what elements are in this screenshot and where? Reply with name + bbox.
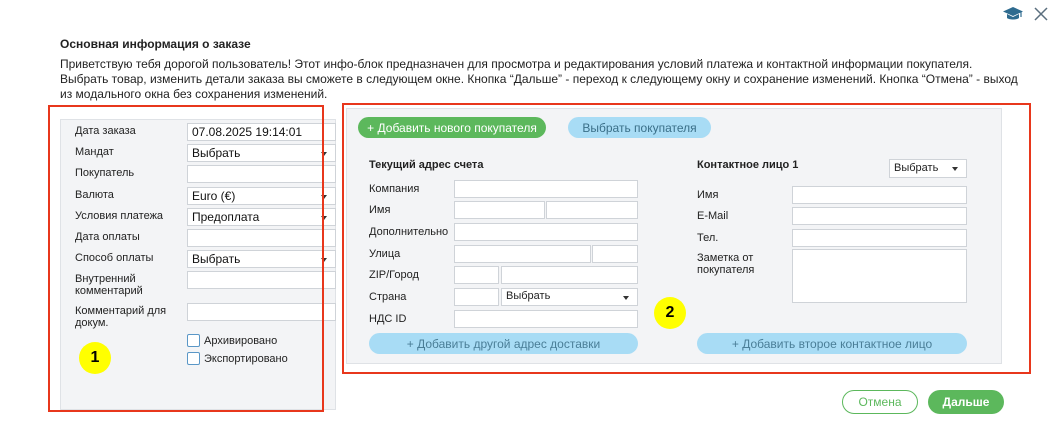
payment-terms-label: Условия платежа [75,210,164,222]
add-shipping-address-button[interactable]: + Добавить другой адрес доставки [369,333,638,354]
graduation-cap-icon[interactable] [1002,6,1024,25]
contact-title: Контактное лицо 1 [697,159,799,171]
buyer-note-label: Заметка от покупателя [697,252,755,276]
billing-address-title: Текущий адрес счета [369,159,484,171]
choose-buyer-button[interactable]: Выбрать покупателя [568,117,711,138]
payment-method-label: Способ оплаты [75,252,154,264]
vat-label: НДС ID [369,313,407,325]
additional-label: Дополнительно [369,226,449,238]
currency-select[interactable]: Euro (€) [187,187,336,205]
archived-label: Архивировано [204,334,278,347]
country-select[interactable]: Выбрать [501,288,638,306]
payment-terms-select[interactable]: Предоплата [187,208,336,226]
street-label: Улица [369,248,401,260]
country-label: Страна [369,291,407,303]
next-button[interactable]: Дальше [928,390,1004,414]
phone-label: Тел. [697,232,719,244]
zip-city-label: ZIP/Город [369,269,419,281]
contact-name-label: Имя [697,189,719,201]
name-label: Имя [369,204,391,216]
add-buyer-button[interactable]: + Добавить нового покупателя [358,117,546,138]
currency-label: Валюта [75,189,114,201]
email-label: E-Mail [697,210,729,222]
highlight-box-2 [342,103,1031,374]
mandate-label: Мандат [75,146,114,158]
close-icon[interactable] [1034,7,1048,24]
order-date-label: Дата заказа [75,125,136,137]
mandate-select[interactable]: Выбрать [187,144,336,162]
badge-2: 2 [654,297,686,329]
order-date-input[interactable]: 07.08.2025 19:14:01 [187,123,336,141]
exported-label: Экспортировано [204,352,288,365]
page-title: Основная информация о заказе [60,37,251,51]
payment-method-select[interactable]: Выбрать [187,250,336,268]
contact-select[interactable]: Выбрать [889,159,967,178]
badge-1: 1 [79,342,111,374]
company-label: Компания [369,183,420,195]
intro-text: Приветствую тебя дорогой пользователь! Этот инфо-блок предназначен для просмотра и редактирования условий платежа и контактной информации покупателя. Выбрать товар, изменить детали заказа вы сможете в следующем окне. Кнопка “Дальше” - переход к следующему окну и сохранение изменений. Кнопка “Отмена” - выход из модального окна без сохранения изменений. [60,57,1018,101]
add-second-contact-button[interactable]: + Добавить второе контактное лицо [697,333,967,354]
top-icons [1002,6,1048,25]
doc-comment-label: Комментарий для докум. [75,305,167,329]
payment-date-label: Дата оплаты [75,231,140,243]
cancel-button[interactable]: Отмена [842,390,918,414]
buyer-label: Покупатель [75,167,135,179]
internal-comment-label: Внутренний комментарий [75,273,143,297]
